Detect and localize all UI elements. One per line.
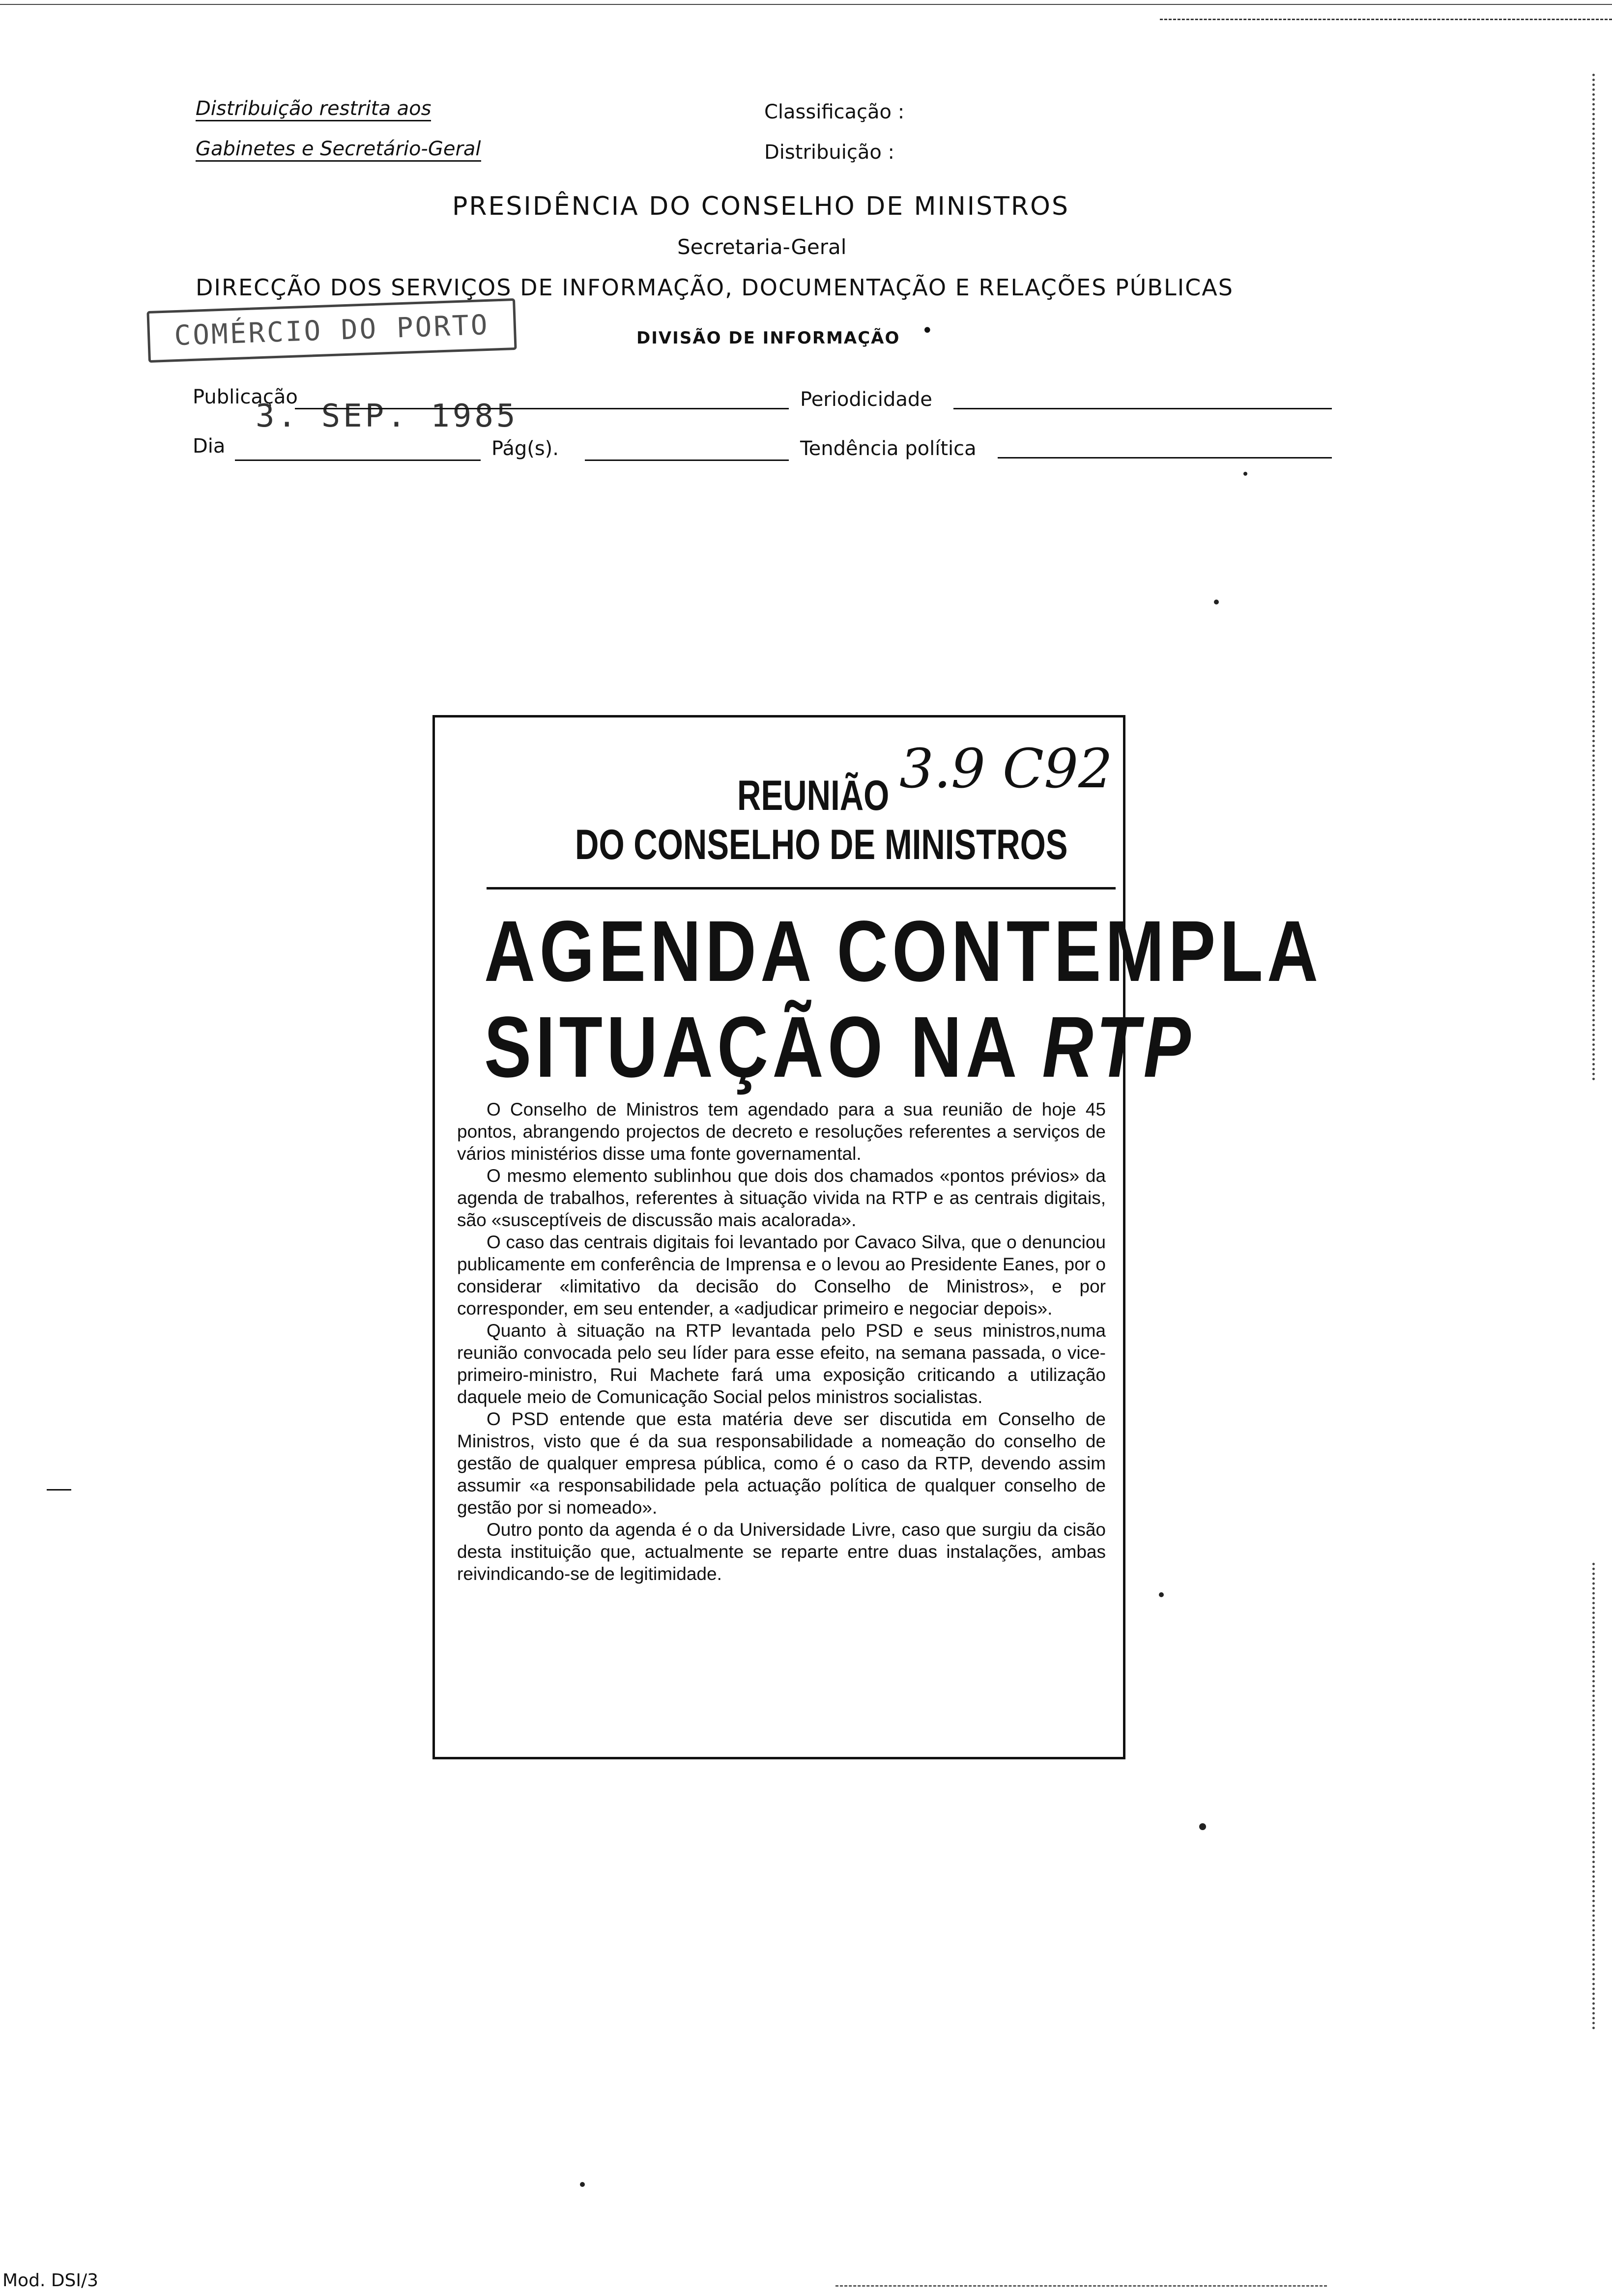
bullet-mark: •: [921, 319, 933, 342]
division-label: DIVISÃO DE INFORMAÇÃO: [636, 328, 900, 348]
publication-label: Publicação: [193, 386, 298, 408]
scan-bottom-dashes: [835, 2285, 1327, 2287]
directorate-line: DIRECÇÃO DOS SERVIÇOS DE INFORMAÇÃO, DOCUMENTAÇÃO E RELAÇÕES PÚBLICAS: [196, 274, 1234, 301]
kicker-line-2: DO CONSELHO DE MINISTROS: [575, 821, 1068, 868]
publication-date-stamp: 3. SEP. 1985: [256, 398, 518, 434]
headline-line-1: AGENDA CONTEMPLA: [484, 903, 1323, 1000]
headline-line-2: [484, 998, 1195, 1097]
headline-rtp: RTP: [1042, 999, 1195, 1095]
scan-top-edge: [0, 4, 1612, 5]
scan-edge-dashes: [1160, 19, 1612, 20]
kicker-rule: [487, 887, 1116, 890]
day-line: [235, 459, 481, 461]
scan-mark: [47, 1489, 71, 1491]
article-paragraph: Quanto à situação na RTP levantada pelo PSD e seus ministros,numa reunião convocada pelo seu líder para esse efeito, na semana passada, o vice-primeiro-ministro, Rui Machete fará uma exposição criticando a utilização daquele meio de Comunicação Social pelos ministros socialistas.: [457, 1320, 1106, 1407]
scan-speck: [580, 2182, 585, 2187]
article-paragraph: O PSD entende que esta matéria deve ser discutida em Conselho de Ministros, visto que é da sua responsabilidade a nomeação do conselho de gestão de qualquer empresa pública, como é o caso da RTP, devendo assim assumir «a responsabilidade pela actuação política de qualquer conselho de gestão por si nomeado».: [457, 1409, 1106, 1518]
distribution-label: Distribuição :: [764, 141, 895, 164]
classification-label: Classificação :: [764, 101, 905, 123]
form-code: Mod. DSI/3: [2, 2270, 99, 2291]
scan-speck: [1159, 1592, 1164, 1597]
scan-speck: [1214, 600, 1219, 604]
pages-label: Pág(s).: [491, 437, 559, 460]
article-paragraph: Outro ponto da agenda é o da Universidade Livre, caso que surgiu da cisão desta instituição que, actualmente se reparte entre duas instalações, ambas reivindicando-se de legitimidade.: [457, 1520, 1106, 1584]
scan-speck: [1199, 1823, 1206, 1830]
publication-line: [295, 408, 789, 409]
periodicity-line: [953, 408, 1332, 409]
day-label: Dia: [193, 435, 226, 458]
headline-text: SITUAÇÃO NA: [484, 999, 1019, 1095]
article-paragraph: O mesmo elemento sublinhou que dois dos chamados «pontos prévios» da agenda de trabalhos, referentes à situação vivida na RTP e as centrais digitais, são «susceptíveis de discussão mais acalorada».: [457, 1166, 1106, 1230]
periodicity-label: Periodicidade: [800, 388, 932, 411]
political-tendency-label: Tendência política: [800, 437, 977, 460]
handwritten-note: 3.9 C92: [899, 737, 1113, 800]
page-subtitle: Secretaria-Geral: [677, 235, 847, 259]
restricted-line-1: Distribuição restrita aos: [196, 97, 431, 121]
pages-line: [585, 459, 789, 461]
article-body: [457, 1098, 1106, 1585]
page-title: PRESIDÊNCIA DO CONSELHO DE MINISTROS: [452, 192, 1069, 221]
article-paragraph: O Conselho de Ministros tem agendado para a sua reunião de hoje 45 pontos, abrangendo projectos de decreto e resoluções referentes a serviços de vários ministérios disse uma fonte governamental.: [457, 1099, 1106, 1164]
scan-speck: [1243, 472, 1247, 476]
scan-edge-dots: [1592, 74, 1595, 1081]
kicker-line-1: REUNIÃO: [737, 772, 890, 819]
scan-edge-dots: [1592, 1563, 1595, 2030]
restricted-line-2: Gabinetes e Secretário-Geral: [196, 138, 481, 162]
newspaper-stamp: COMÉRCIO DO PORTO: [146, 298, 517, 363]
article-paragraph: O caso das centrais digitais foi levantado por Cavaco Silva, que o denunciou publicamente em conferência de Imprensa e o levou ao Presidente Eanes, por o considerar «limitativo da decisão do Conselho de Ministros», e por corresponder, em seu entender, a «adjudicar primeiro e negociar depois».: [457, 1232, 1106, 1319]
political-tendency-line: [998, 457, 1332, 459]
